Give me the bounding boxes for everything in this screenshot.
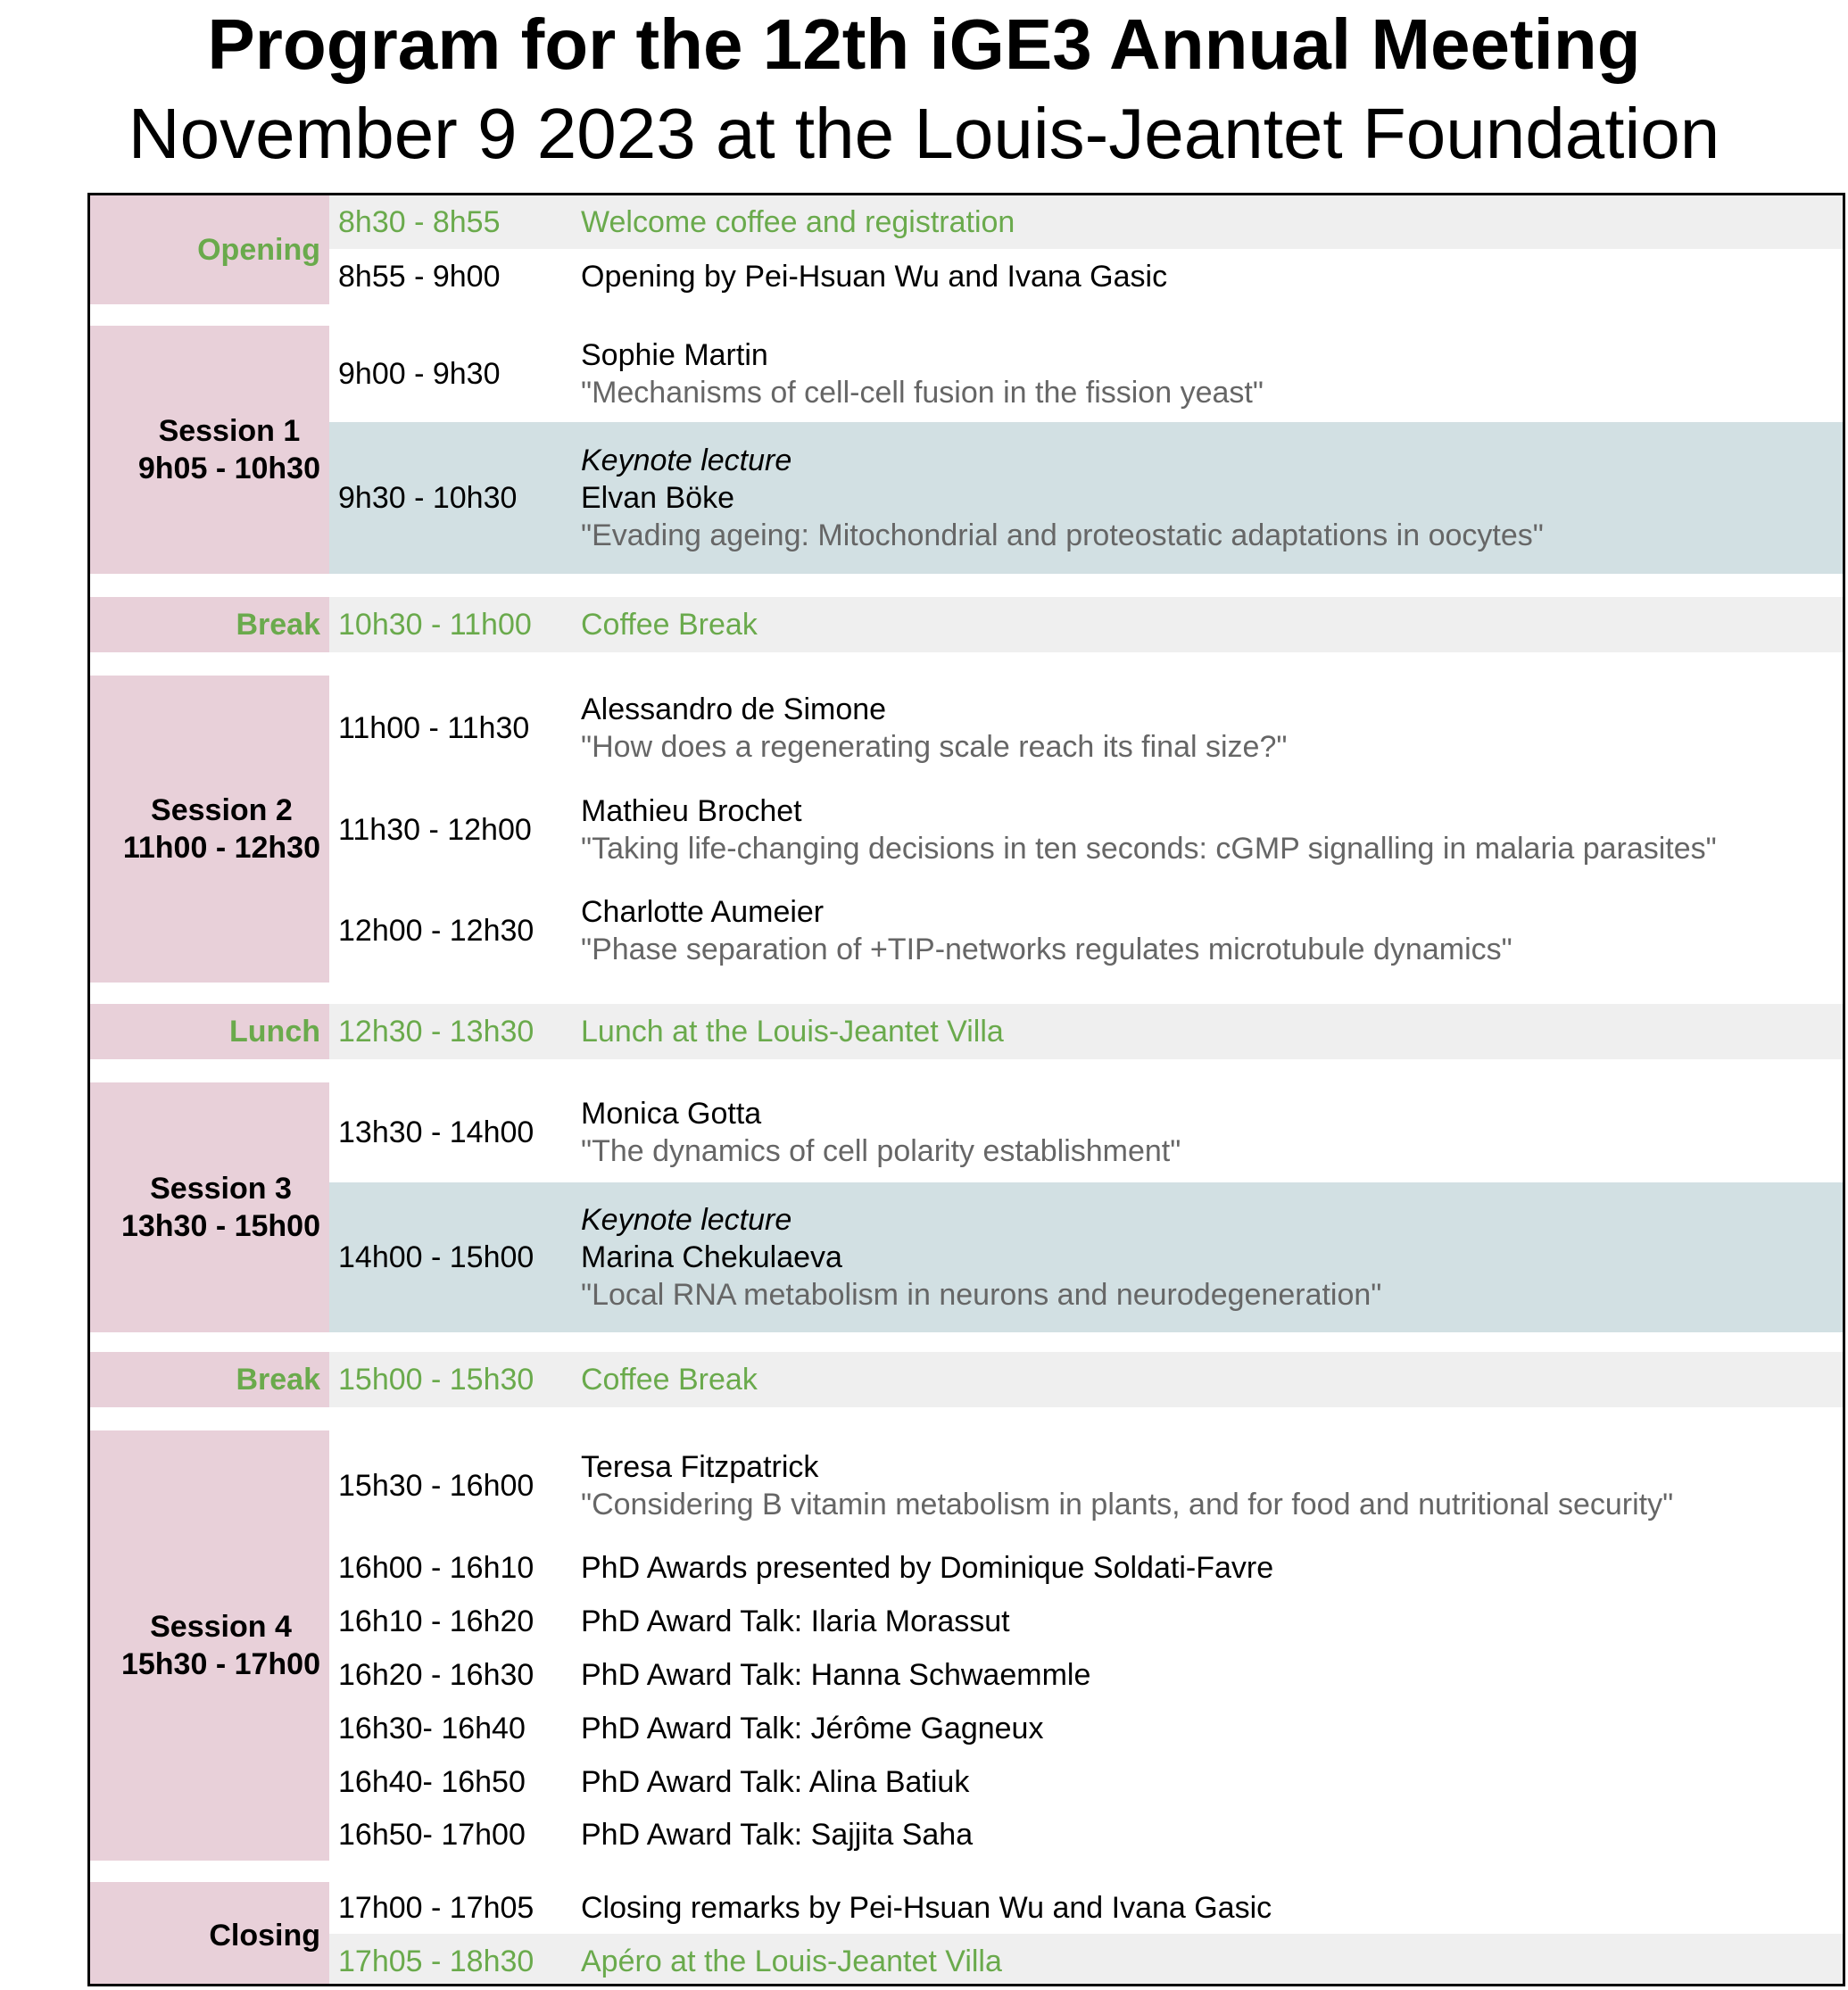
row-time: 9h00 - 9h30 <box>338 357 501 391</box>
session-name: Session 4 <box>150 1610 292 1644</box>
session-time-range: 15h30 - 17h00 <box>120 1647 320 1681</box>
break2-block <box>90 1352 1843 1407</box>
schedule-row <box>329 195 1843 249</box>
row-time: 16h20 - 16h30 <box>338 1658 535 1692</box>
row-time: 16h00 - 16h10 <box>338 1551 535 1585</box>
speaker-name: Alessandro de Simone <box>581 692 887 726</box>
opening-label-text: Opening <box>197 233 320 267</box>
row-text: Apéro at the Louis-Jeantet Villa <box>581 1944 1002 1978</box>
session-time-range: 13h30 - 15h00 <box>120 1209 320 1243</box>
schedule-row <box>329 1702 1843 1755</box>
talk-row <box>329 1082 1843 1182</box>
row-time: 9h30 - 10h30 <box>338 481 518 515</box>
speaker-name: Teresa Fitzpatrick <box>581 1450 819 1484</box>
break1-block <box>90 597 1843 652</box>
row-time: 10h30 - 11h00 <box>338 608 532 642</box>
row-text: Coffee Break <box>581 1363 758 1397</box>
schedule-row <box>329 1541 1843 1595</box>
program-table <box>87 193 1845 1986</box>
talk-row <box>329 1430 1843 1541</box>
row-time: 14h00 - 15h00 <box>338 1240 535 1274</box>
row-time: 12h00 - 12h30 <box>338 914 535 948</box>
row-time: 16h50- 17h00 <box>338 1818 526 1852</box>
talk-title: "Local RNA metabolism in neurons and neurodegeneration" <box>581 1278 1382 1312</box>
page-title: Program for the 12th iGE3 Annual Meeting <box>207 4 1641 84</box>
talk-row <box>329 676 1843 781</box>
row-text: PhD Award Talk: Alina Batiuk <box>581 1765 970 1799</box>
session-name: Session 2 <box>151 793 293 827</box>
speaker-name: Elvan Böke <box>581 481 734 515</box>
schedule-row <box>329 1595 1843 1648</box>
break-label-text: Break <box>236 608 320 642</box>
speaker-name: Charlotte Aumeier <box>581 895 825 929</box>
talk-title: "Evading ageing: Mitochondrial and proteostatic adaptations in oocytes" <box>581 518 1544 552</box>
schedule-row <box>329 1934 1843 1986</box>
row-time: 17h00 - 17h05 <box>338 1891 535 1925</box>
schedule-row <box>329 1809 1843 1861</box>
row-time: 16h30- 16h40 <box>338 1712 526 1745</box>
session2-block <box>90 676 1843 983</box>
schedule-row <box>329 1755 1843 1809</box>
closing-label <box>90 1882 329 1986</box>
schedule-row <box>329 1004 1843 1059</box>
speaker-name: Mathieu Brochet <box>581 794 802 828</box>
row-text: PhD Award Talk: Hanna Schwaemmle <box>581 1658 1091 1692</box>
schedule-row <box>329 1648 1843 1702</box>
break1-label <box>90 597 329 652</box>
talk-row <box>329 879 1843 983</box>
keynote-label: Keynote lecture <box>581 1203 792 1237</box>
row-text: Welcome coffee and registration <box>581 205 1015 239</box>
session4-block <box>90 1430 1843 1861</box>
closing-label-text: Closing <box>209 1919 320 1953</box>
schedule-row <box>329 1352 1843 1407</box>
session1-label <box>90 326 329 574</box>
row-text: PhD Awards presented by Dominique Soldati-Favre <box>581 1551 1274 1585</box>
schedule-row <box>329 597 1843 652</box>
lunch-label-text: Lunch <box>229 1015 320 1049</box>
row-time: 12h30 - 13h30 <box>338 1015 535 1049</box>
row-time: 13h30 - 14h00 <box>338 1115 535 1149</box>
speaker-name: Marina Chekulaeva <box>581 1240 842 1274</box>
row-time: 16h10 - 16h20 <box>338 1604 535 1638</box>
talk-title: "Mechanisms of cell-cell fusion in the fission yeast" <box>581 376 1264 410</box>
keynote-label: Keynote lecture <box>581 444 792 477</box>
break-label-text: Break <box>236 1363 320 1397</box>
row-time: 15h00 - 15h30 <box>338 1363 535 1397</box>
session-name: Session 3 <box>150 1172 292 1206</box>
talk-title: "Phase separation of +TIP-networks regulates microtubule dynamics" <box>581 933 1512 966</box>
talk-title: "Taking life-changing decisions in ten seconds: cGMP signalling in malaria parasites" <box>581 832 1717 866</box>
talk-title: "Considering B vitamin metabolism in plants, and for food and nutritional security" <box>581 1488 1674 1522</box>
session4-label <box>90 1430 329 1861</box>
talk-title: "The dynamics of cell polarity establishment" <box>581 1134 1181 1168</box>
session-name: Session 1 <box>158 414 301 448</box>
break2-label <box>90 1352 329 1407</box>
talk-title: "How does a regenerating scale reach its final size?" <box>581 730 1288 764</box>
row-text: PhD Award Talk: Ilaria Morassut <box>581 1604 1010 1638</box>
row-text: PhD Award Talk: Jérôme Gagneux <box>581 1712 1044 1745</box>
lunch-label <box>90 1004 329 1059</box>
page-subtitle: November 9 2023 at the Louis-Jeantet Foundation <box>128 94 1720 173</box>
session3-block <box>90 1082 1843 1332</box>
talk-row <box>329 781 1843 879</box>
row-time: 8h55 - 9h00 <box>338 260 501 294</box>
row-time: 11h30 - 12h00 <box>338 813 532 847</box>
opening-label <box>90 195 329 304</box>
speaker-name: Monica Gotta <box>581 1097 762 1131</box>
schedule-row <box>329 1882 1843 1934</box>
row-time: 15h30 - 16h00 <box>338 1469 535 1503</box>
keynote-row <box>329 1182 1843 1332</box>
talk-row <box>329 326 1843 422</box>
row-text: Opening by Pei-Hsuan Wu and Ivana Gasic <box>581 260 1168 294</box>
session2-label <box>90 676 329 983</box>
session1-block <box>90 326 1843 574</box>
row-time: 17h05 - 18h30 <box>338 1944 535 1978</box>
lunch-block <box>90 1004 1843 1059</box>
row-time: 11h00 - 11h30 <box>338 711 530 745</box>
speaker-name: Sophie Martin <box>581 338 768 372</box>
row-text: Coffee Break <box>581 608 758 642</box>
closing-block <box>90 1882 1843 1986</box>
row-time: 8h30 - 8h55 <box>338 205 501 239</box>
opening-block <box>90 195 1843 304</box>
row-text: Lunch at the Louis-Jeantet Villa <box>581 1015 1004 1049</box>
row-text: Closing remarks by Pei-Hsuan Wu and Ivana Gasic <box>581 1891 1272 1925</box>
session-time-range: 9h05 - 10h30 <box>137 452 320 485</box>
keynote-row <box>329 422 1843 574</box>
session-time-range: 11h00 - 12h30 <box>122 831 320 865</box>
session3-label <box>90 1082 329 1332</box>
schedule-row <box>329 249 1843 304</box>
row-time: 16h40- 16h50 <box>338 1765 526 1799</box>
row-text: PhD Award Talk: Sajjita Saha <box>581 1818 974 1852</box>
